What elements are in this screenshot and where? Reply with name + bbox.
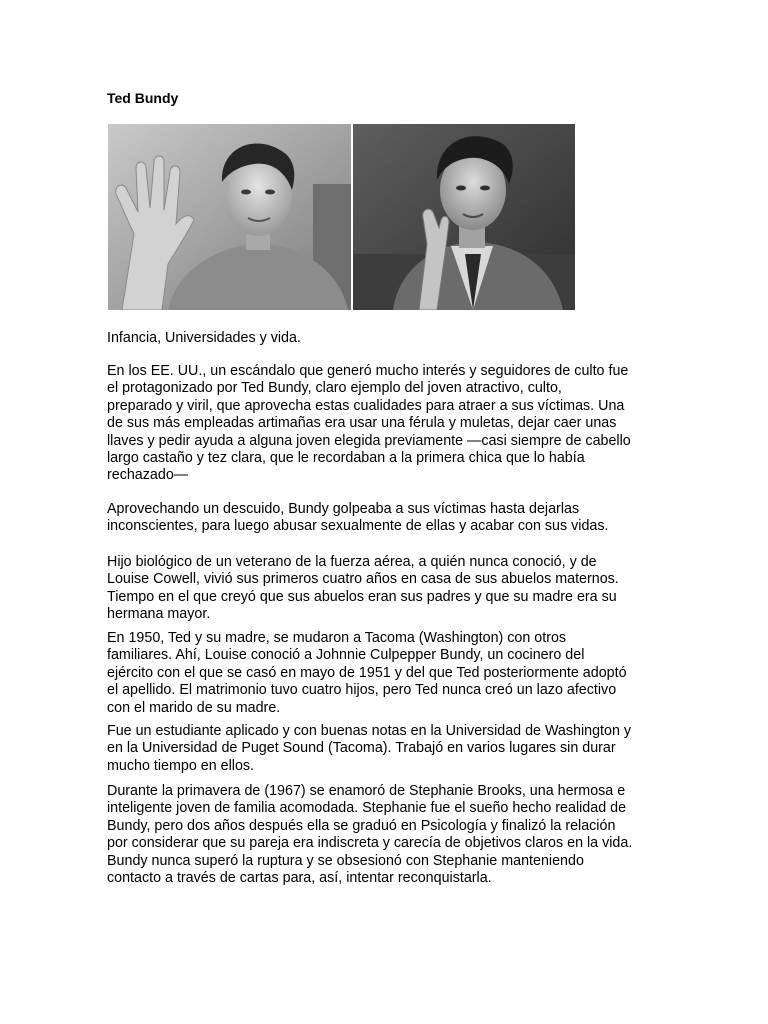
paragraph-line: hermana mayor. [107,606,211,623]
document-title: Ted Bundy [107,90,179,106]
section-heading [107,330,667,347]
paragraph-line: Bundy, pero dos años después ella se graduó en Psicología y finalizó la relación [107,817,616,834]
paragraph-line: rechazado— [107,467,189,484]
paragraph-line: inteligente joven de familia acomodada. Stephanie fue el sueño hecho realidad de [107,800,627,817]
paragraph-line: con el marido de su madre. [107,699,281,716]
photo-courtroom-image [353,124,575,310]
paragraph-line: Bundy nunca superó la ruptura y se obsesionó con Stephanie manteniendo [107,852,584,869]
paragraph-line: de sus más empleadas artimañas era usar una férula y muletas, dejar caer unas [107,415,617,432]
paragraph-2 [107,501,667,536]
paragraph-line: el apellido. El matrimonio tuvo cuatro hijos, pero Ted nunca creó un lazo afectivo [107,682,617,699]
photo-courtroom [353,124,575,310]
paragraph-line: llaves y pedir ayuda a alguna joven elegida previamente —casi siempre de cabello [107,432,631,449]
paragraph-5 [107,723,667,775]
paragraph-line: Louise Cowell, vivió sus primeros cuatro años en casa de sus abuelos maternos. [107,571,619,588]
photo-row [108,124,576,310]
paragraph-line: ejército con el que se casó en mayo de 1951 y del que Ted posteriormente adoptó [107,664,627,681]
paragraph-line: mucho tiempo en ellos. [107,757,255,774]
paragraph-line: familiares. Ahí, Louise conoció a Johnnie Culpepper Bundy, un cocinero del [107,647,585,664]
paragraph-line: Durante la primavera de (1967) se enamoró de Stephanie Brooks, una hermosa e [107,783,626,799]
paragraph-line: preparado y viril, que aprovecha estas cualidades para atraer a sus víctimas. Una [107,397,625,414]
paragraph-3 [107,554,667,624]
paragraph-line: Fue un estudiante aplicado y con buenas notas en la Universidad de Washington y [107,723,632,739]
paragraph-line: el protagonizado por Ted Bundy, claro ejemplo del joven atractivo, culto, [107,380,562,397]
paragraph-line: por considerar que su pareja era indiscreta y carecía de objetivos claros en la vida. [107,835,633,852]
paragraph-line: Aprovechando un descuido, Bundy golpeaba a sus víctimas hasta dejarlas [107,501,580,517]
paragraph-line: inconscientes, para luego abusar sexualmente de ellas y acabar con sus vidas. [107,518,609,535]
paragraph-1 [107,363,667,485]
photo-waving-image [108,124,351,310]
paragraph-line: Tiempo en el que creyó que sus abuelos eran sus padres y que su madre era su [107,588,617,605]
paragraph-4 [107,630,667,717]
photo-waving [108,124,351,310]
paragraph-line: largo castaño y tez clara, que le recordaban a la primera chica que lo había [107,450,585,467]
paragraph-line: en la Universidad de Puget Sound (Tacoma). Trabajó en varios lugares sin durar [107,740,616,757]
paragraph-line: Hijo biológico de un veterano de la fuerza aérea, a quién nunca conoció, y de [107,554,597,570]
paragraph-line: En los EE. UU., un escándalo que generó mucho interés y seguidores de culto fue [107,363,629,379]
paragraph-6 [107,783,667,887]
paragraph-line: contacto a través de cartas para, así, intentar reconquistarla. [107,870,492,887]
paragraph-line: En 1950, Ted y su madre, se mudaron a Tacoma (Washington) con otros [107,630,567,646]
section-heading-text: Infancia, Universidades y vida. [107,330,301,346]
